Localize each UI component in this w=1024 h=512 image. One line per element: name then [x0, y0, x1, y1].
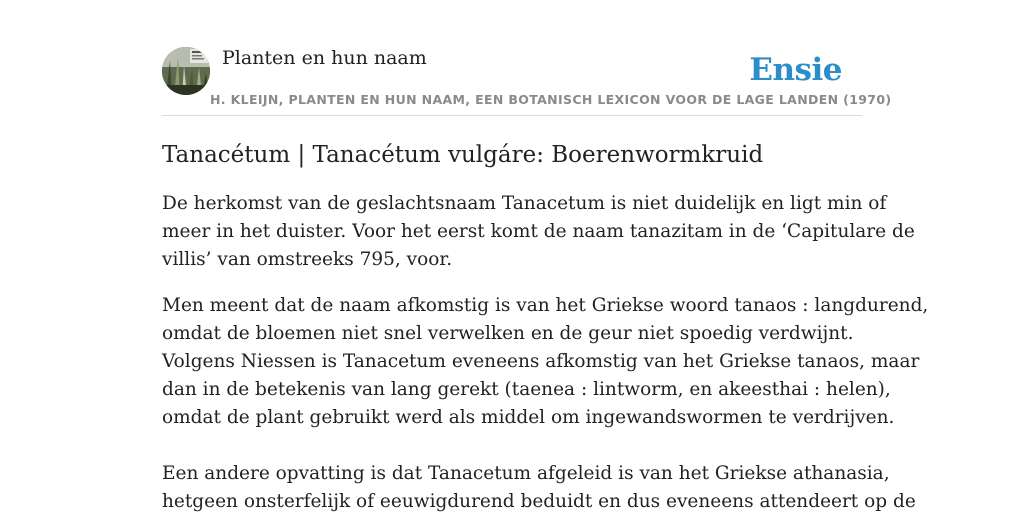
paragraph-line: Men meent dat de naam afkomstig is van het Griekse woord tanaos : langdurend, — [162, 295, 929, 316]
article-paragraph — [162, 190, 915, 274]
paragraph-line: hetgeen onsterfelijk of eeuwigdurend beduidt en dus eveneens attendeert op de — [162, 491, 916, 512]
page-title: Tanacétum | Tanacétum vulgáre: Boerenwormkruid — [162, 142, 764, 168]
paragraph-line: meer in het duister. Voor het eerst komt de naam tanazitam in de ‘Capitulare de — [162, 221, 915, 242]
site-title[interactable]: Planten en hun naam — [222, 47, 427, 69]
site-header — [162, 46, 892, 116]
paragraph-line: omdat de bloemen niet snel verwelken en de geur niet spoedig verdwijnt. — [162, 323, 854, 344]
plant-photo-icon — [162, 47, 210, 95]
paragraph-line: dan in de betekenis van lang gerekt (taenea : lintworm, en akeesthai : helen), — [162, 379, 891, 400]
brand-logo[interactable]: Ensie — [749, 52, 842, 88]
paragraph-line: Een andere opvatting is dat Tanacetum afgeleid is van het Griekse athanasia, — [162, 463, 890, 484]
article-paragraph — [162, 460, 916, 512]
paragraph-line: De herkomst van de geslachtsnaam Tanacetum is niet duidelijk en ligt min of — [162, 193, 887, 214]
site-subtitle: H. KLEIJN, PLANTEN EN HUN NAAM, EEN BOTANISCH LEXICON VOOR DE LAGE LANDEN (1970) — [210, 92, 892, 107]
paragraph-line: villis’ van omstreeks 795, voor. — [162, 249, 453, 270]
paragraph-line: omdat de plant gebruikt werd als middel om ingewandswormen te verdrijven. — [162, 407, 895, 428]
site-avatar[interactable] — [162, 47, 210, 95]
paragraph-line: Volgens Niessen is Tanacetum eveneens afkomstig van het Griekse tanaos, maar — [162, 351, 920, 372]
article-paragraph — [162, 292, 929, 432]
article — [162, 140, 929, 512]
